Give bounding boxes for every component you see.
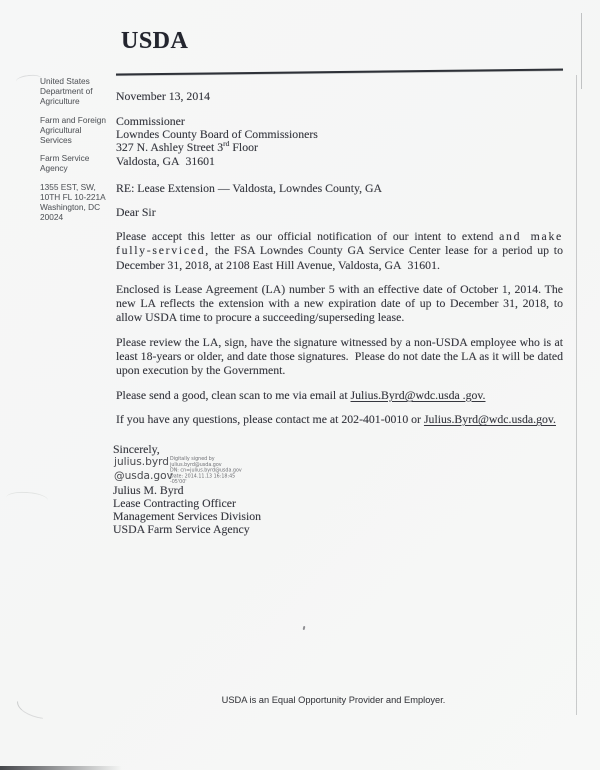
signer-title: Lease Contracting Officer xyxy=(113,496,236,511)
scan-artifact-vertical-line xyxy=(576,75,577,715)
recipient-name: Commissioner xyxy=(116,114,185,128)
cert-line: julius.byrd@usda.gov xyxy=(170,461,222,468)
paragraph-text: Please accept this letter as our official notification of our intent to extend xyxy=(116,229,500,243)
recipient-street xyxy=(116,141,318,154)
agency-line: 1355 EST, SW, xyxy=(40,181,96,192)
cert-line: -05'00' xyxy=(170,479,187,485)
agency-line: Services xyxy=(40,135,72,146)
agency-line: Washington, DC xyxy=(40,202,101,213)
agency-line: Agency xyxy=(40,163,68,174)
closing: Sincerely, xyxy=(113,442,160,456)
agency-block-department xyxy=(40,76,112,107)
agency-block-address xyxy=(40,182,112,223)
email-link: Julius.Byrd@wdc.usda.gov. xyxy=(423,411,556,426)
signer-block xyxy=(113,484,261,536)
cert-line: Digitally signed by xyxy=(170,456,215,462)
scan-artifact-crease xyxy=(16,74,43,87)
footer-disclaimer: USDA is an Equal Opportunity Provider and Employer. xyxy=(221,695,446,705)
letterhead-sidebar xyxy=(40,76,112,230)
signer-name: Julius M. Byrd xyxy=(113,483,184,497)
email-link: Julius.Byrd@wdc.usda .gov. xyxy=(350,387,486,402)
recipient-city: Valdosta, GA 31601 xyxy=(116,153,215,168)
street-floor: Floor xyxy=(229,140,258,155)
scan-artifact-page-edge xyxy=(0,766,122,770)
agency-line: Agricultural xyxy=(40,124,82,135)
paragraph-text: the FSA Lowndes County GA Service Center lease for a period up to December 31, 2018, at 2108 East Hill Avenue, Valdosta, GA 31601. xyxy=(116,243,563,272)
cert-line: DN: cn=julius.byrd@usda.gov xyxy=(170,467,242,473)
paragraph-scan xyxy=(116,388,563,402)
digital-signature-line: julius.byrd xyxy=(114,456,170,468)
recipient-address-block xyxy=(116,115,318,168)
agency-line: 20024 xyxy=(40,212,64,223)
recipient-org: Lowndes County Board of Commissioners xyxy=(116,127,318,142)
digital-signature-line: @usda.gov xyxy=(114,469,173,482)
paragraph-text: If you have any questions, please contact me at 202-401-0010 or xyxy=(116,411,424,426)
street-ordinal: rd xyxy=(223,139,230,149)
agency-line: Agriculture xyxy=(40,96,80,107)
paragraph-questions xyxy=(116,412,563,426)
letterhead-rule xyxy=(116,68,563,75)
agency-block-fsa xyxy=(40,153,112,173)
scan-artifact-crease xyxy=(15,701,45,719)
signer-division: Management Services Division xyxy=(113,509,262,524)
agency-line: Farm and Foreign xyxy=(40,114,106,125)
subject-line: RE: Lease Extension — Valdosta, Lowndes County, GA xyxy=(116,181,383,195)
agency-line: United States xyxy=(40,76,90,86)
signer-agency: USDA Farm Service Agency xyxy=(113,522,250,537)
street-text: 327 N. Ashley Street 3 xyxy=(116,140,224,155)
scan-artifact-vertical-line-short xyxy=(581,13,582,89)
paragraph-text-spaced: and make fully-serviced, xyxy=(116,229,563,258)
paragraph-enclosed: Enclosed is Lease Agreement (LA) number 5 with an effective date of October 1, 2014. The new LA reflects the extension with a new expiration date of up to December 31, 2018, to allow USDA time to procure a succeeding/superseding lease. xyxy=(116,281,563,325)
cert-line: Date: 2014.11.13 16:18:45 xyxy=(170,473,236,479)
agency-line: 10TH FL 10-221A xyxy=(40,191,106,202)
signature-cert-text xyxy=(170,456,254,485)
paragraph-intent xyxy=(116,229,563,272)
agency-line: Farm Service xyxy=(40,153,90,164)
paragraph-review: Please review the LA, sign, have the signature witnessed by a non-USDA employee who is at least 18-years or older, and date those signatures. Please do not date the LA as it will be dated upon execution by the Government. xyxy=(116,334,563,378)
salutation: Dear Sir xyxy=(116,205,156,219)
letter-body xyxy=(116,229,563,436)
agency-line: Department of xyxy=(40,86,93,97)
paragraph-text: Please send a good, clean scan to me via email at xyxy=(116,387,351,402)
scan-artifact-crease xyxy=(6,491,49,508)
date-line: November 13, 2014 xyxy=(116,89,211,103)
usda-logo: USDA xyxy=(121,28,189,54)
agency-block-services xyxy=(40,115,112,146)
digital-signature xyxy=(114,456,173,483)
scan-artifact-speck xyxy=(303,626,306,630)
